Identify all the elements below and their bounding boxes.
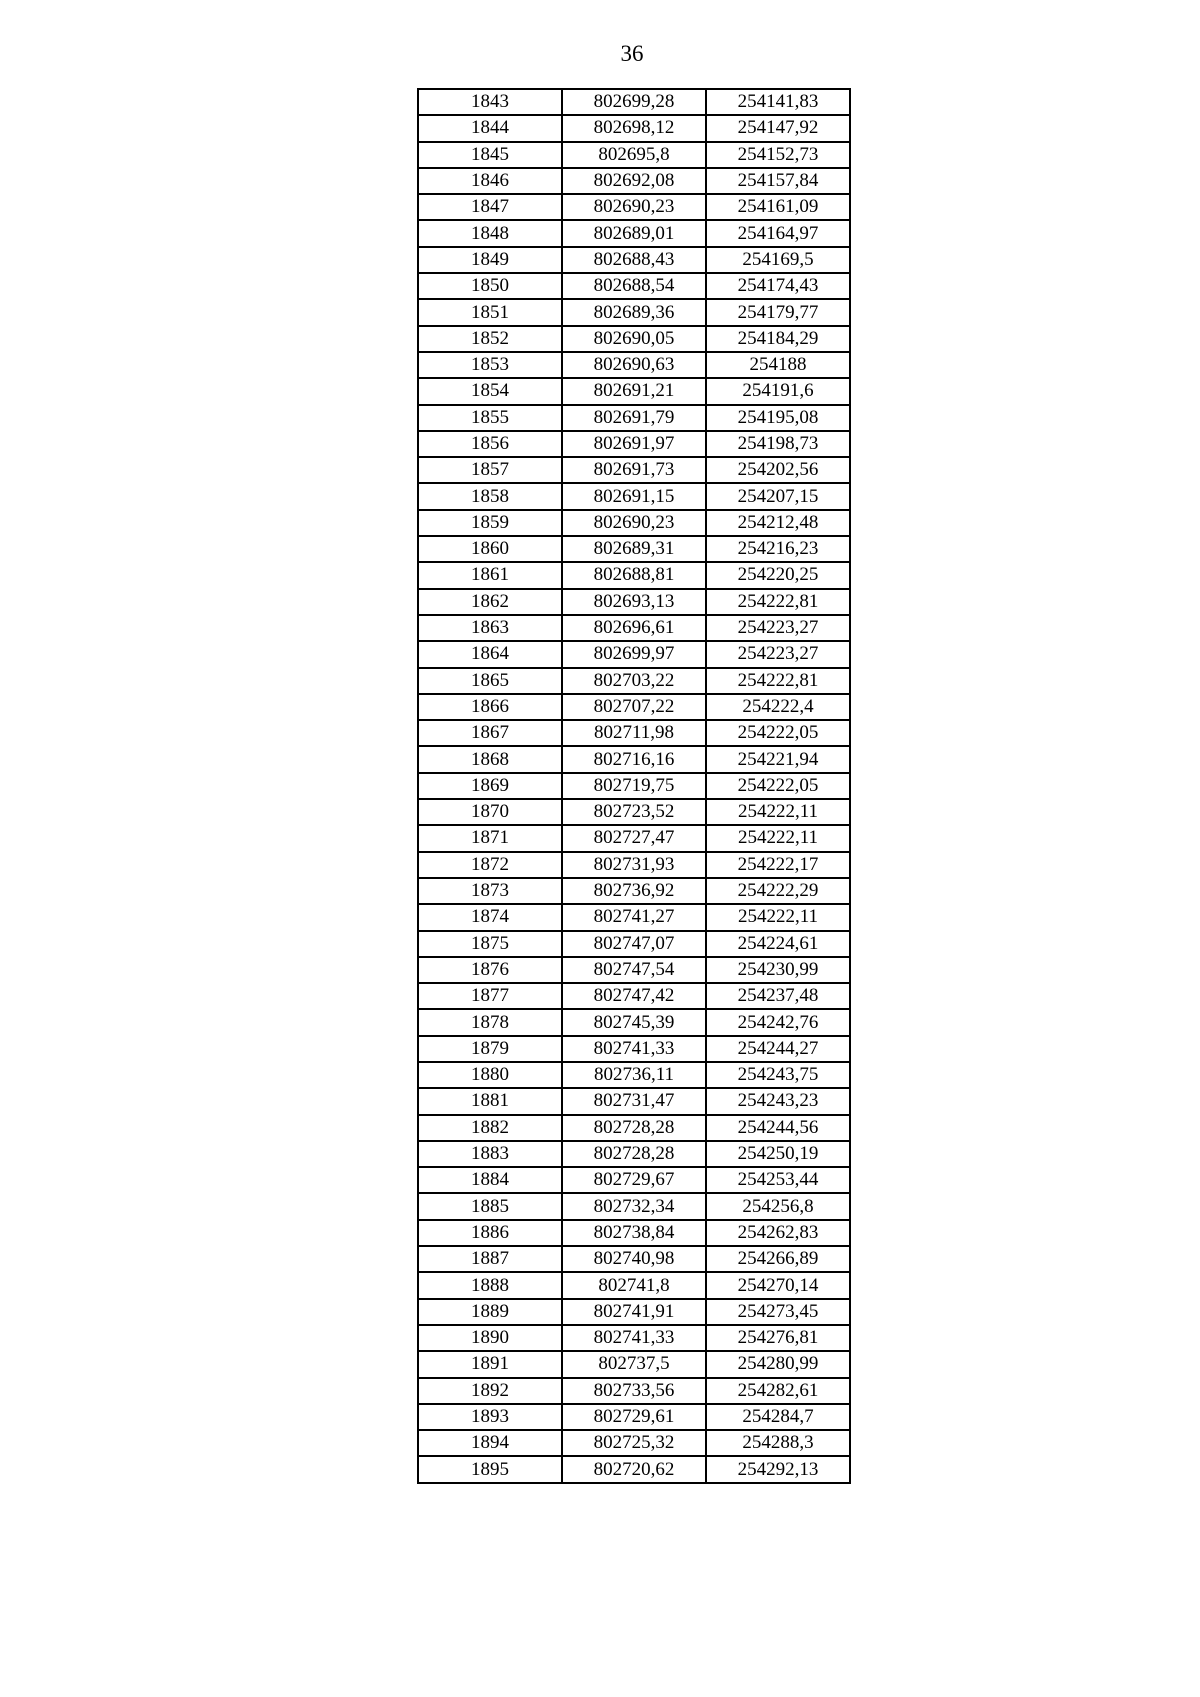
x-coordinate-cell: 802740,98 (562, 1246, 706, 1272)
x-coordinate-cell: 802695,8 (562, 142, 706, 168)
x-coordinate-cell: 802690,63 (562, 352, 706, 378)
point-number-cell: 1862 (418, 589, 562, 615)
x-coordinate-cell: 802741,27 (562, 904, 706, 930)
x-coordinate-cell: 802699,28 (562, 89, 706, 115)
x-coordinate-cell: 802691,15 (562, 483, 706, 509)
point-number-cell: 1857 (418, 457, 562, 483)
point-number-cell: 1881 (418, 1088, 562, 1114)
x-coordinate-cell: 802688,81 (562, 562, 706, 588)
table-row (418, 1272, 850, 1298)
table-row (418, 720, 850, 746)
point-number-cell: 1869 (418, 773, 562, 799)
y-coordinate-cell: 254157,84 (706, 168, 850, 194)
point-number-cell: 1875 (418, 931, 562, 957)
y-coordinate-cell: 254243,75 (706, 1062, 850, 1088)
table-row (418, 1220, 850, 1246)
point-number-cell: 1877 (418, 983, 562, 1009)
table-row (418, 326, 850, 352)
point-number-cell: 1880 (418, 1062, 562, 1088)
table-row (418, 799, 850, 825)
table-row (418, 1115, 850, 1141)
x-coordinate-cell: 802736,92 (562, 878, 706, 904)
y-coordinate-cell: 254244,27 (706, 1036, 850, 1062)
table-row (418, 1351, 850, 1377)
y-coordinate-cell: 254243,23 (706, 1088, 850, 1114)
y-coordinate-cell: 254202,56 (706, 457, 850, 483)
y-coordinate-cell: 254223,27 (706, 641, 850, 667)
table-row (418, 115, 850, 141)
y-coordinate-cell: 254221,94 (706, 746, 850, 772)
y-coordinate-cell: 254141,83 (706, 89, 850, 115)
table-row (418, 220, 850, 246)
x-coordinate-cell: 802729,67 (562, 1167, 706, 1193)
y-coordinate-cell: 254161,09 (706, 194, 850, 220)
x-coordinate-cell: 802720,62 (562, 1456, 706, 1482)
point-number-cell: 1889 (418, 1299, 562, 1325)
table-row (418, 1167, 850, 1193)
x-coordinate-cell: 802690,23 (562, 510, 706, 536)
y-coordinate-cell: 254222,05 (706, 773, 850, 799)
x-coordinate-cell: 802732,34 (562, 1193, 706, 1219)
y-coordinate-cell: 254169,5 (706, 247, 850, 273)
point-number-cell: 1884 (418, 1167, 562, 1193)
coordinates-table-body (418, 89, 850, 1483)
table-row (418, 168, 850, 194)
x-coordinate-cell: 802690,23 (562, 194, 706, 220)
point-number-cell: 1876 (418, 957, 562, 983)
point-number-cell: 1883 (418, 1141, 562, 1167)
y-coordinate-cell: 254222,11 (706, 825, 850, 851)
x-coordinate-cell: 802725,32 (562, 1430, 706, 1456)
table-row (418, 746, 850, 772)
point-number-cell: 1848 (418, 220, 562, 246)
table-row (418, 1378, 850, 1404)
y-coordinate-cell: 254174,43 (706, 273, 850, 299)
x-coordinate-cell: 802745,39 (562, 1009, 706, 1035)
y-coordinate-cell: 254224,61 (706, 931, 850, 957)
table-row (418, 983, 850, 1009)
x-coordinate-cell: 802733,56 (562, 1378, 706, 1404)
table-row (418, 1246, 850, 1272)
table-row (418, 142, 850, 168)
point-number-cell: 1851 (418, 299, 562, 325)
y-coordinate-cell: 254270,14 (706, 1272, 850, 1298)
point-number-cell: 1890 (418, 1325, 562, 1351)
y-coordinate-cell: 254222,81 (706, 668, 850, 694)
x-coordinate-cell: 802689,01 (562, 220, 706, 246)
table-row (418, 1456, 850, 1482)
table-row (418, 668, 850, 694)
table-row (418, 957, 850, 983)
x-coordinate-cell: 802696,61 (562, 615, 706, 641)
y-coordinate-cell: 254220,25 (706, 562, 850, 588)
x-coordinate-cell: 802737,5 (562, 1351, 706, 1377)
point-number-cell: 1879 (418, 1036, 562, 1062)
table-row (418, 589, 850, 615)
y-coordinate-cell: 254184,29 (706, 326, 850, 352)
table-row (418, 1299, 850, 1325)
table-row (418, 247, 850, 273)
y-coordinate-cell: 254273,45 (706, 1299, 850, 1325)
x-coordinate-cell: 802688,43 (562, 247, 706, 273)
x-coordinate-cell: 802691,73 (562, 457, 706, 483)
y-coordinate-cell: 254191,6 (706, 378, 850, 404)
table-row (418, 536, 850, 562)
point-number-cell: 1878 (418, 1009, 562, 1035)
y-coordinate-cell: 254280,99 (706, 1351, 850, 1377)
point-number-cell: 1886 (418, 1220, 562, 1246)
x-coordinate-cell: 802741,33 (562, 1036, 706, 1062)
table-row (418, 299, 850, 325)
y-coordinate-cell: 254250,19 (706, 1141, 850, 1167)
point-number-cell: 1894 (418, 1430, 562, 1456)
point-number-cell: 1865 (418, 668, 562, 694)
y-coordinate-cell: 254253,44 (706, 1167, 850, 1193)
y-coordinate-cell: 254244,56 (706, 1115, 850, 1141)
point-number-cell: 1870 (418, 799, 562, 825)
point-number-cell: 1874 (418, 904, 562, 930)
table-row (418, 825, 850, 851)
table-row (418, 878, 850, 904)
table-row (418, 483, 850, 509)
y-coordinate-cell: 254262,83 (706, 1220, 850, 1246)
point-number-cell: 1860 (418, 536, 562, 562)
table-row (418, 615, 850, 641)
table-row (418, 1009, 850, 1035)
point-number-cell: 1893 (418, 1404, 562, 1430)
table-row (418, 1325, 850, 1351)
x-coordinate-cell: 802728,28 (562, 1115, 706, 1141)
x-coordinate-cell: 802723,52 (562, 799, 706, 825)
point-number-cell: 1843 (418, 89, 562, 115)
table-row (418, 1430, 850, 1456)
point-number-cell: 1885 (418, 1193, 562, 1219)
x-coordinate-cell: 802711,98 (562, 720, 706, 746)
y-coordinate-cell: 254207,15 (706, 483, 850, 509)
point-number-cell: 1856 (418, 431, 562, 457)
x-coordinate-cell: 802689,31 (562, 536, 706, 562)
x-coordinate-cell: 802703,22 (562, 668, 706, 694)
y-coordinate-cell: 254256,8 (706, 1193, 850, 1219)
table-row (418, 904, 850, 930)
x-coordinate-cell: 802728,28 (562, 1141, 706, 1167)
y-coordinate-cell: 254222,11 (706, 904, 850, 930)
x-coordinate-cell: 802741,33 (562, 1325, 706, 1351)
y-coordinate-cell: 254266,89 (706, 1246, 850, 1272)
x-coordinate-cell: 802738,84 (562, 1220, 706, 1246)
table-row (418, 378, 850, 404)
table-row (418, 852, 850, 878)
table-row (418, 194, 850, 220)
y-coordinate-cell: 254292,13 (706, 1456, 850, 1482)
x-coordinate-cell: 802729,61 (562, 1404, 706, 1430)
table-row (418, 1193, 850, 1219)
table-row (418, 641, 850, 667)
point-number-cell: 1863 (418, 615, 562, 641)
table-row (418, 1141, 850, 1167)
x-coordinate-cell: 802731,47 (562, 1088, 706, 1114)
point-number-cell: 1887 (418, 1246, 562, 1272)
point-number-cell: 1895 (418, 1456, 562, 1482)
table-row (418, 773, 850, 799)
y-coordinate-cell: 254152,73 (706, 142, 850, 168)
table-row (418, 1404, 850, 1430)
table-row (418, 273, 850, 299)
table-row (418, 694, 850, 720)
x-coordinate-cell: 802699,97 (562, 641, 706, 667)
x-coordinate-cell: 802716,16 (562, 746, 706, 772)
point-number-cell: 1859 (418, 510, 562, 536)
y-coordinate-cell: 254222,17 (706, 852, 850, 878)
x-coordinate-cell: 802691,79 (562, 405, 706, 431)
table-row (418, 1062, 850, 1088)
x-coordinate-cell: 802692,08 (562, 168, 706, 194)
x-coordinate-cell: 802691,97 (562, 431, 706, 457)
point-number-cell: 1858 (418, 483, 562, 509)
y-coordinate-cell: 254212,48 (706, 510, 850, 536)
y-coordinate-cell: 254222,29 (706, 878, 850, 904)
y-coordinate-cell: 254222,81 (706, 589, 850, 615)
x-coordinate-cell: 802698,12 (562, 115, 706, 141)
y-coordinate-cell: 254284,7 (706, 1404, 850, 1430)
table-row (418, 510, 850, 536)
table-row (418, 1088, 850, 1114)
point-number-cell: 1866 (418, 694, 562, 720)
table-row (418, 405, 850, 431)
x-coordinate-cell: 802707,22 (562, 694, 706, 720)
y-coordinate-cell: 254276,81 (706, 1325, 850, 1351)
page-number: 36 (620, 41, 644, 66)
point-number-cell: 1847 (418, 194, 562, 220)
point-number-cell: 1892 (418, 1378, 562, 1404)
point-number-cell: 1850 (418, 273, 562, 299)
point-number-cell: 1882 (418, 1115, 562, 1141)
point-number-cell: 1849 (418, 247, 562, 273)
point-number-cell: 1864 (418, 641, 562, 667)
point-number-cell: 1855 (418, 405, 562, 431)
x-coordinate-cell: 802741,8 (562, 1272, 706, 1298)
point-number-cell: 1868 (418, 746, 562, 772)
y-coordinate-cell: 254222,11 (706, 799, 850, 825)
table-row (418, 352, 850, 378)
y-coordinate-cell: 254198,73 (706, 431, 850, 457)
point-number-cell: 1888 (418, 1272, 562, 1298)
x-coordinate-cell: 802727,47 (562, 825, 706, 851)
point-number-cell: 1846 (418, 168, 562, 194)
point-number-cell: 1861 (418, 562, 562, 588)
x-coordinate-cell: 802747,42 (562, 983, 706, 1009)
table-row (418, 431, 850, 457)
y-coordinate-cell: 254282,61 (706, 1378, 850, 1404)
point-number-cell: 1867 (418, 720, 562, 746)
y-coordinate-cell: 254188 (706, 352, 850, 378)
y-coordinate-cell: 254242,76 (706, 1009, 850, 1035)
y-coordinate-cell: 254179,77 (706, 299, 850, 325)
point-number-cell: 1891 (418, 1351, 562, 1377)
x-coordinate-cell: 802693,13 (562, 589, 706, 615)
point-number-cell: 1871 (418, 825, 562, 851)
x-coordinate-cell: 802689,36 (562, 299, 706, 325)
y-coordinate-cell: 254147,92 (706, 115, 850, 141)
point-number-cell: 1873 (418, 878, 562, 904)
table-row (418, 1036, 850, 1062)
x-coordinate-cell: 802747,54 (562, 957, 706, 983)
x-coordinate-cell: 802747,07 (562, 931, 706, 957)
y-coordinate-cell: 254222,4 (706, 694, 850, 720)
point-number-cell: 1854 (418, 378, 562, 404)
coordinates-table (417, 88, 851, 1484)
x-coordinate-cell: 802719,75 (562, 773, 706, 799)
table-row (418, 931, 850, 957)
y-coordinate-cell: 254223,27 (706, 615, 850, 641)
point-number-cell: 1872 (418, 852, 562, 878)
y-coordinate-cell: 254222,05 (706, 720, 850, 746)
x-coordinate-cell: 802736,11 (562, 1062, 706, 1088)
y-coordinate-cell: 254216,23 (706, 536, 850, 562)
x-coordinate-cell: 802731,93 (562, 852, 706, 878)
point-number-cell: 1852 (418, 326, 562, 352)
y-coordinate-cell: 254195,08 (706, 405, 850, 431)
x-coordinate-cell: 802691,21 (562, 378, 706, 404)
table-row (418, 562, 850, 588)
x-coordinate-cell: 802690,05 (562, 326, 706, 352)
x-coordinate-cell: 802741,91 (562, 1299, 706, 1325)
x-coordinate-cell: 802688,54 (562, 273, 706, 299)
y-coordinate-cell: 254237,48 (706, 983, 850, 1009)
table-row (418, 457, 850, 483)
y-coordinate-cell: 254164,97 (706, 220, 850, 246)
point-number-cell: 1853 (418, 352, 562, 378)
table-row (418, 89, 850, 115)
point-number-cell: 1844 (418, 115, 562, 141)
y-coordinate-cell: 254230,99 (706, 957, 850, 983)
point-number-cell: 1845 (418, 142, 562, 168)
y-coordinate-cell: 254288,3 (706, 1430, 850, 1456)
